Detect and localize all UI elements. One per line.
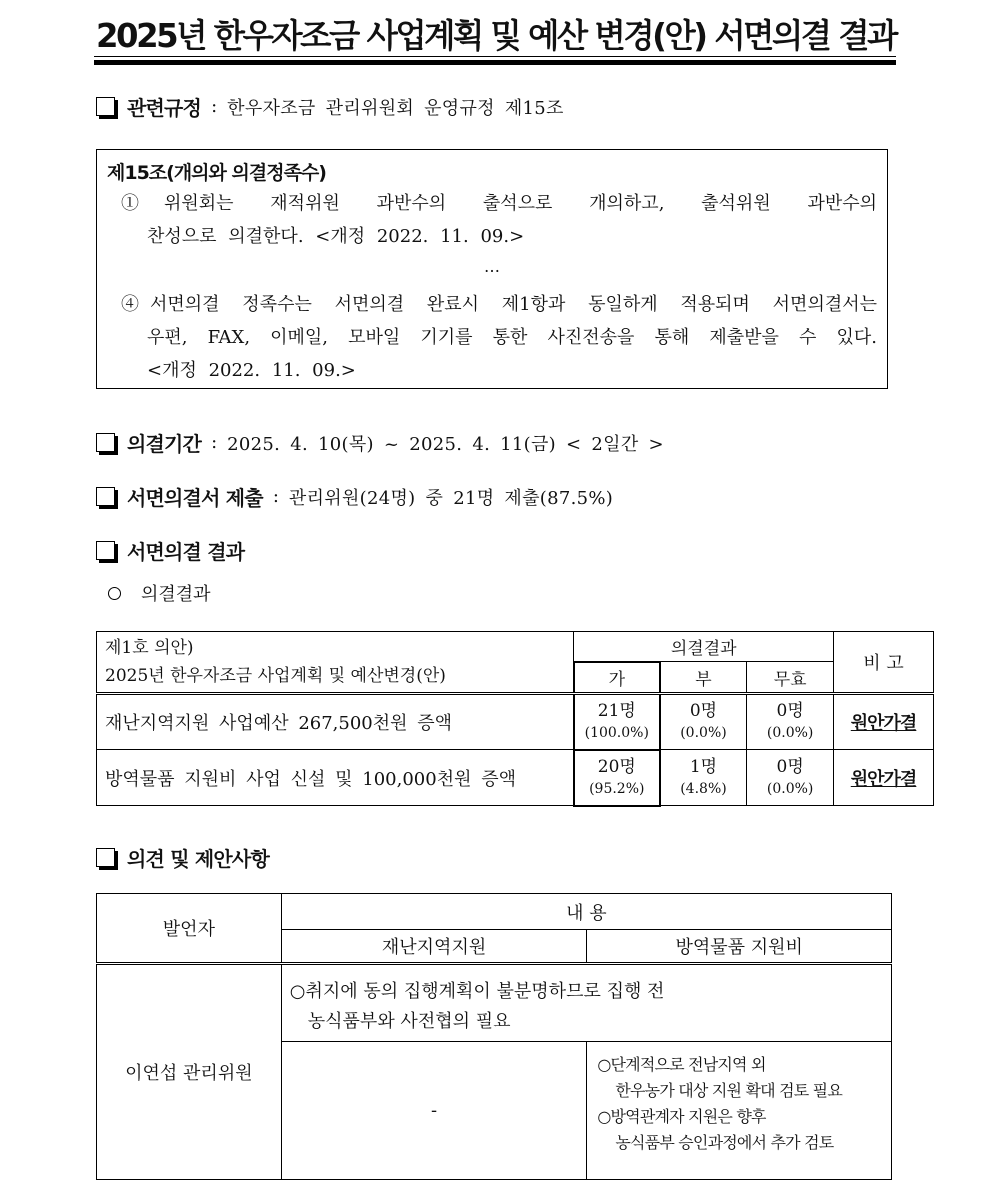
table-row: [97, 750, 934, 806]
quarantine-support-opinion: [587, 1042, 892, 1180]
section-body: 관리위원(24명) 중 21명 제출(87.5%): [288, 487, 614, 509]
paragraph-line: 우편, FAX, 이메일, 모바일 기기를 통한 사진전송을 통해 제출받을 수 있다.: [147, 327, 877, 348]
column-header-no: 부: [660, 662, 747, 694]
paragraph-line: ①위원회는 재적위원 과반수의 출석으로 개의하고, 출석위원 과반수의: [121, 193, 877, 214]
vote-percent: (0.0%): [766, 780, 814, 797]
column-header-invalid: 무효: [747, 662, 834, 694]
opinion-line: 한우농가 대상 지원 확대 검토 필요: [615, 1081, 842, 1100]
section-heading: 관련규정: [127, 96, 202, 120]
opinion-table: [96, 893, 892, 1180]
agenda-item: 재난지역지원 사업예산 267,500천원 증액: [97, 694, 574, 750]
section-opinions: [96, 843, 269, 872]
checkbox-square-icon: [96, 97, 115, 116]
column-header-disaster-support: 재난지역지원: [281, 930, 587, 964]
agenda-item: 방역물품 지원비 사업 신설 및 100,000천원 증액: [97, 750, 574, 806]
disaster-support-opinion: -: [281, 1042, 587, 1180]
colon: :: [272, 486, 279, 507]
article-paragraph-1: [121, 187, 877, 253]
section-regulation: [96, 92, 564, 121]
article-paragraph-4: [121, 288, 877, 387]
agenda-name: 2025년 한우자조금 사업계획 및 예산변경(안): [105, 666, 446, 686]
checkbox-square-icon: [96, 433, 115, 452]
speaker-name: 이연섭 관리위원: [97, 964, 282, 1180]
vote-count: 20명: [597, 756, 636, 777]
regulation-quote-box: [96, 149, 888, 389]
vote-count: 1명: [689, 756, 718, 777]
column-header-yes: 가: [574, 662, 660, 694]
invalid-cell: [747, 694, 834, 750]
agenda-title-cell: [97, 632, 574, 694]
vote-count: 0명: [689, 701, 718, 721]
ellipsis: …: [484, 257, 500, 276]
document-title: 2025년 한우자조금 사업계획 및 예산 변경(안) 서면의결 결과: [96, 16, 896, 55]
paragraph-line: 찬성으로 의결한다. <개정 2022. 11. 09.>: [147, 226, 525, 247]
section-body: 2025. 4. 10(목) ~ 2025. 4. 11(금) < 2일간 >: [227, 433, 664, 455]
checkbox-square-icon: [96, 487, 115, 506]
vote-percent: (100.0%): [584, 724, 649, 741]
section-heading: 서면의결 결과: [127, 540, 245, 564]
section-period: [96, 428, 664, 457]
content-header: 내 용: [281, 894, 891, 930]
opinion-line: 농식품부와 사전협의 필요: [307, 1011, 511, 1032]
section-submission: [96, 482, 613, 511]
sub-bullet-vote-result: [108, 580, 211, 606]
result-header: 의결결과: [574, 632, 834, 662]
section-heading: 의견 및 제안사항: [127, 847, 269, 871]
section-body: 한우자조금 관리위원회 운영규정 제15조: [227, 97, 564, 119]
vote-percent: (0.0%): [680, 725, 727, 741]
vote-percent: (4.8%): [680, 780, 727, 797]
opinion-line: ○취지에 동의 집행계획이 불분명하므로 집행 전: [289, 981, 665, 1002]
table-row: [97, 964, 892, 1042]
opinion-line: ○방역관계자 지원은 향후: [597, 1107, 766, 1126]
paragraph-line: <개정 2022. 11. 09.>: [147, 360, 356, 381]
table-row: [97, 694, 934, 750]
no-cell: [660, 750, 747, 806]
agenda-number: 제1호 의안): [105, 638, 194, 658]
speaker-header: 발언자: [97, 894, 282, 964]
circle-bullet-icon: [108, 587, 121, 600]
vote-percent: (95.2%): [589, 780, 645, 797]
vote-count: 21명: [597, 700, 636, 721]
invalid-cell: [747, 750, 834, 806]
column-header-quarantine-support: 방역물품 지원비: [587, 930, 892, 964]
common-opinion: [281, 964, 891, 1042]
status-note: 원안가결: [834, 750, 934, 806]
vote-result-table: [96, 631, 934, 807]
vote-percent: (0.0%): [766, 725, 814, 741]
checkbox-square-icon: [96, 848, 115, 867]
article-title: 제15조(개의와 의결정족수): [107, 162, 326, 184]
section-heading: 서면의결서 제출: [127, 486, 263, 510]
vote-count: 0명: [776, 756, 804, 777]
section-result: [96, 536, 244, 565]
section-heading: 의결기간: [127, 432, 202, 456]
checkbox-square-icon: [96, 541, 115, 560]
vote-count: 0명: [776, 701, 804, 721]
paragraph-line: ④서면의결 정족수는 서면의결 완료시 제1항과 동일하게 적용되며 서면의결서는: [121, 294, 877, 315]
opinion-line: 농식품부 승인과정에서 추가 검토: [615, 1133, 834, 1152]
yes-cell: [574, 750, 660, 806]
opinion-line: ○단계적으로 전남지역 외: [597, 1055, 766, 1074]
title-underline: [94, 60, 896, 65]
note-header: 비 고: [834, 632, 934, 694]
no-cell: [660, 694, 747, 750]
colon: :: [211, 96, 218, 117]
yes-cell: [574, 694, 660, 750]
colon: :: [211, 432, 218, 453]
status-note: 원안가결: [834, 694, 934, 750]
title-underline-thin: [94, 56, 896, 57]
sub-bullet-label: 의결결과: [141, 584, 211, 605]
